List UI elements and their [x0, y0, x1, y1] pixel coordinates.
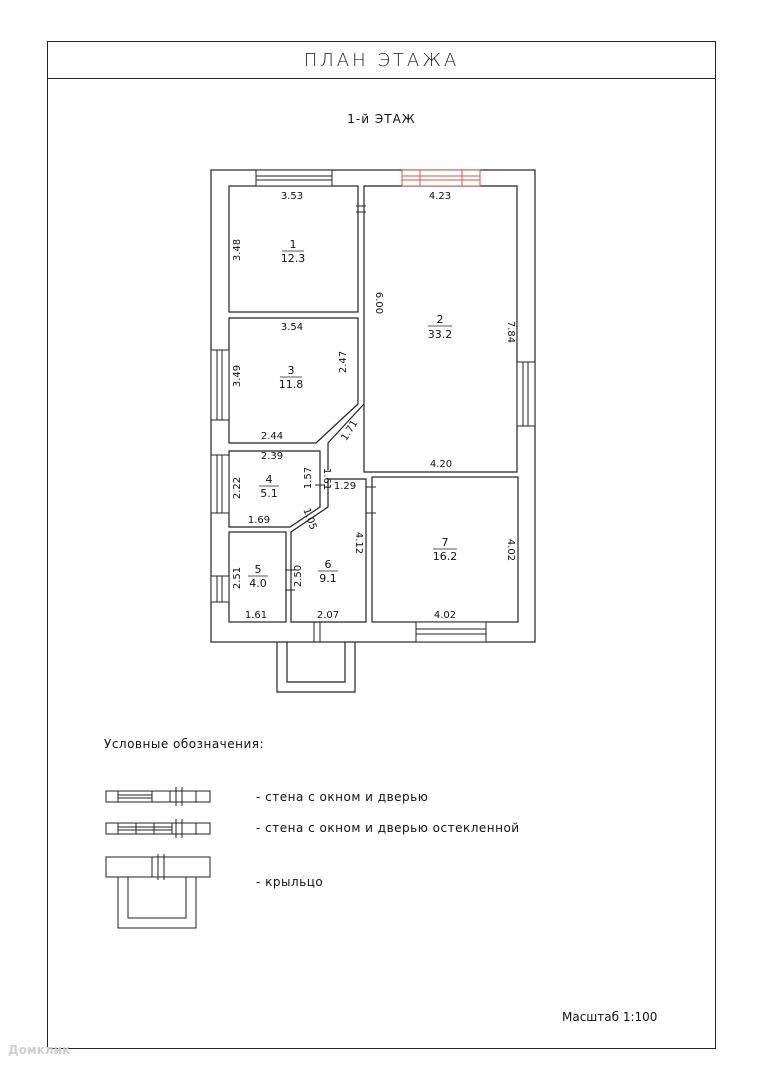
window-top-room2-glazed: [402, 170, 480, 186]
room-1-number: 1: [289, 238, 297, 251]
room-2-area: 33.2: [427, 328, 453, 341]
dim-r3-bottom: 2.44: [260, 431, 284, 442]
room-5-area: 4.0: [249, 577, 267, 590]
room-5-number: 5: [254, 563, 262, 576]
page-title: ПЛАН ЭТАЖА: [303, 50, 460, 71]
dim-r4-right: 1.57: [303, 466, 314, 490]
porch-outline: [277, 642, 355, 692]
legend-symbol-porch: [106, 854, 210, 928]
room-6-number: 6: [324, 558, 332, 571]
dim-r6-left: 2.50: [293, 564, 304, 588]
dim-r5-bottom: 1.61: [244, 610, 268, 621]
dim-r3-right: 2.47: [338, 350, 349, 374]
legend-item-window-door: - стена с окном и дверью: [256, 790, 429, 804]
dim-r3-top: 3.54: [280, 322, 304, 333]
dim-r2-right: 7.84: [505, 320, 516, 344]
room-4-number: 4: [265, 473, 273, 486]
window-top-room1: [256, 170, 332, 186]
room-3-number: 3: [287, 364, 295, 377]
dim-r2-top: 4.23: [428, 191, 452, 202]
room-4-area: 5.1: [260, 487, 278, 500]
dim-r5-left: 2.51: [232, 566, 243, 590]
dim-r6-mid: 1.29: [333, 481, 357, 492]
room-2-number: 2: [436, 313, 444, 326]
dim-r7-right: 4.02: [505, 538, 516, 562]
floor-label: 1-й ЭТАЖ: [347, 112, 416, 126]
window-left-room5: [211, 576, 229, 602]
legend-title: Условные обозначения:: [104, 737, 265, 751]
dim-r4-left: 2.22: [232, 476, 243, 500]
dim-r6-bottom: 2.07: [316, 610, 340, 621]
window-left-room3: [211, 350, 229, 420]
dim-r1-top: 3.53: [280, 191, 304, 202]
window-right-room2: [517, 362, 535, 426]
room-3-area: 11.8: [278, 378, 304, 391]
legend-item-glazed: - стена с окном и дверью остекленной: [256, 821, 520, 835]
scale-label: Масштаб 1:100: [562, 1010, 658, 1024]
dim-r4-top: 2.39: [260, 451, 284, 462]
room-7-number: 7: [441, 536, 449, 549]
dim-r2-left: 6.00: [373, 291, 384, 315]
dim-r3-left: 3.49: [232, 364, 243, 388]
legend-item-porch: - крыльцо: [256, 875, 324, 889]
dim-r2-bottom: 4.20: [429, 459, 453, 470]
dim-r7-bottom: 4.02: [433, 610, 457, 621]
window-left-room4: [211, 455, 229, 513]
dim-r6-top: 1.61: [321, 467, 332, 491]
dim-r4-bottom: 1.69: [247, 515, 271, 526]
legend-symbol-glazed: [106, 819, 210, 838]
room-1-area: 12.3: [280, 252, 306, 265]
dim-r3-diag: 1.71: [339, 418, 361, 444]
room-7-area: 16.2: [432, 550, 458, 563]
dim-r1-left: 3.48: [232, 238, 243, 262]
dim-r6-right: 4.12: [353, 531, 364, 555]
room-6-area: 9.1: [319, 572, 337, 585]
window-bottom-room7: [416, 622, 486, 642]
dim-r4-diag: 1.05: [300, 506, 319, 532]
legend-symbol-window-door: [106, 787, 210, 806]
watermark-logo: Домклик: [8, 1043, 71, 1057]
